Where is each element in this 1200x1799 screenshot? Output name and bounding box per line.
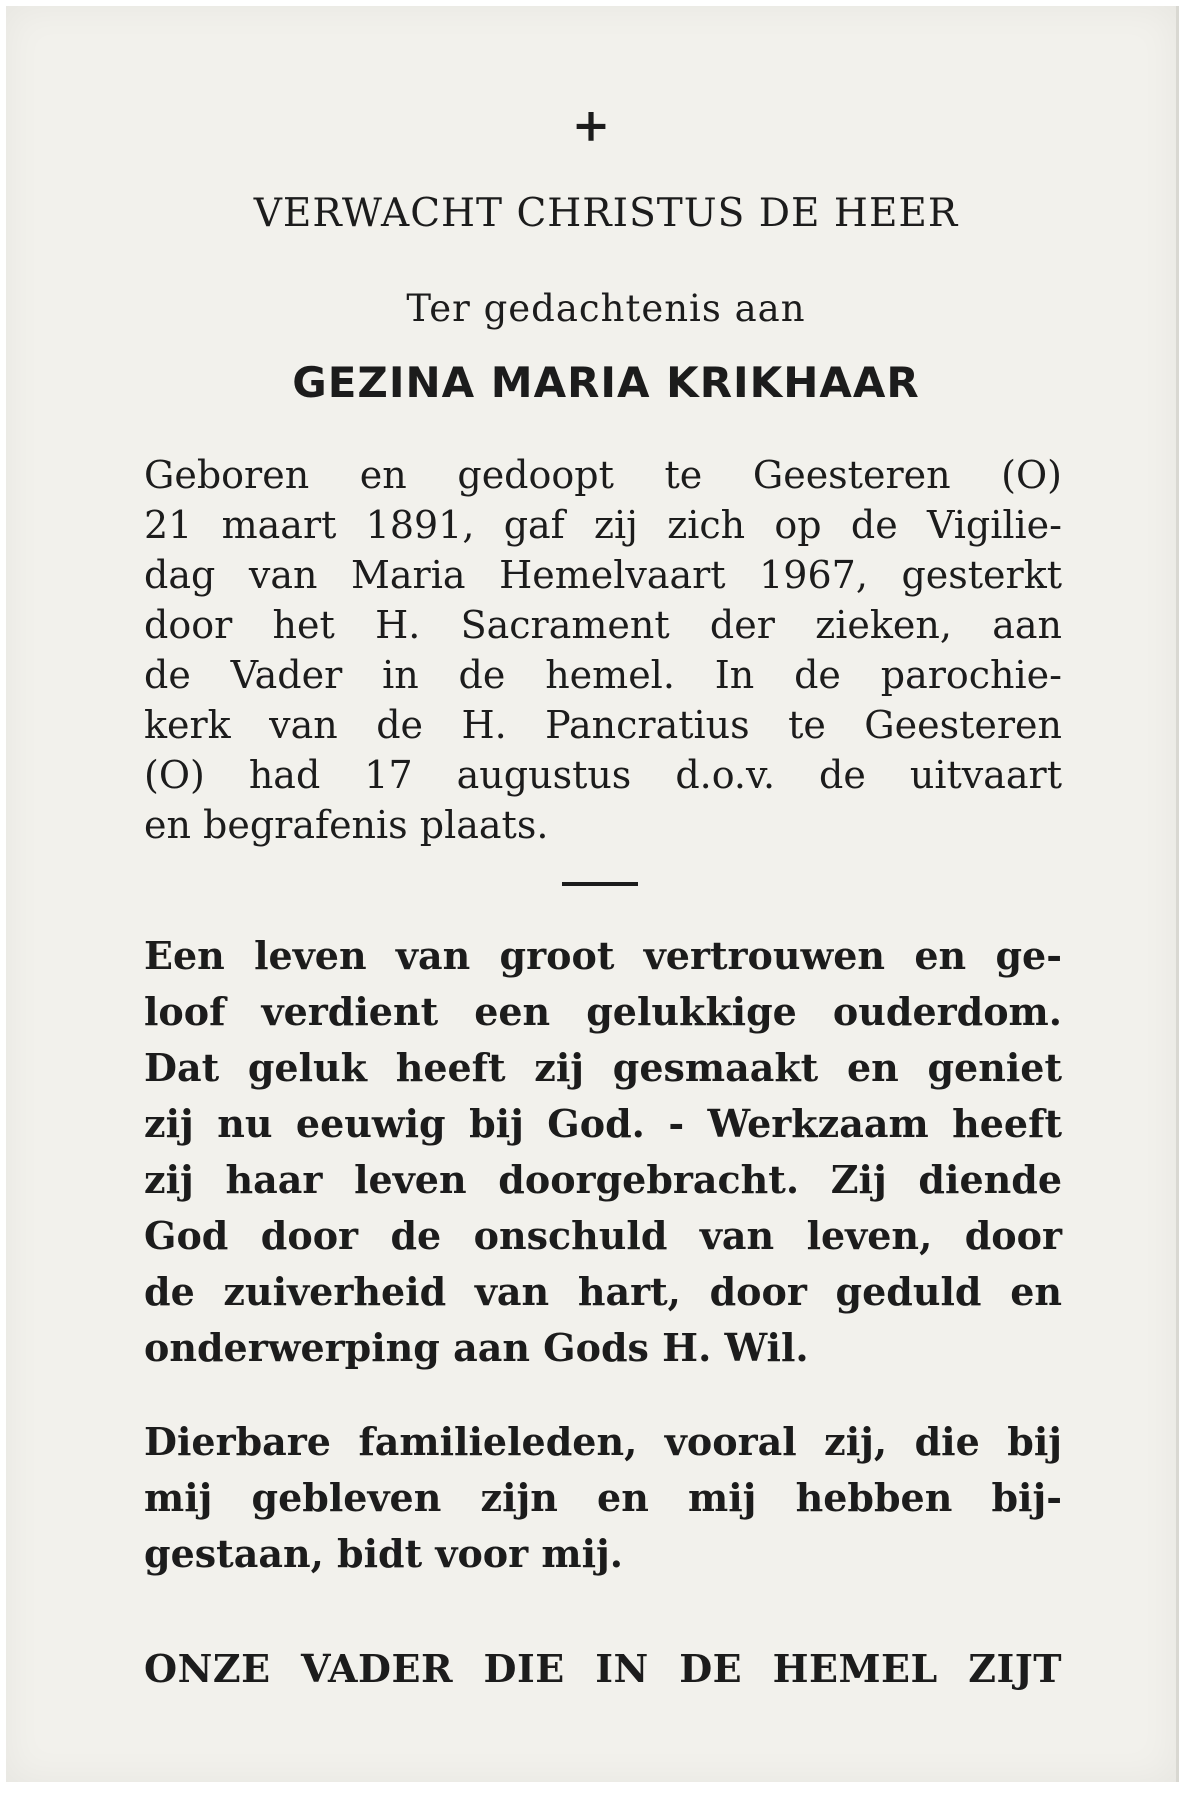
text-line: dag van Maria Hemelvaart 1967, gesterkt: [144, 553, 1062, 597]
text-line: Een leven van groot vertrouwen en ge-: [144, 933, 1062, 978]
text-line: en begrafenis plaats.: [144, 803, 549, 847]
closing-prayer: ONZE VADER DIE IN DE HEMEL ZIJT: [144, 1646, 1062, 1691]
life-paragraph: [144, 928, 1062, 1376]
deceased-name: GEZINA MARIA KRIKHAAR: [292, 358, 920, 407]
text-line: de Vader in de hemel. In de parochie-: [144, 653, 1062, 697]
text-line: Dierbare familieleden, vooral zij, die bij: [144, 1419, 1062, 1464]
motto-heading: VERWACHT CHRISTUS DE HEER: [253, 191, 959, 236]
text-line: (O) had 17 augustus d.o.v. de uitvaart: [144, 753, 1062, 797]
cross-icon: +: [571, 98, 611, 152]
text-line: onderwerping aan Gods H. Wil.: [144, 1325, 809, 1370]
text-line: zij haar leven doorgebracht. Zij diende: [144, 1157, 1062, 1202]
text-line: de zuiverheid van hart, door geduld en: [144, 1269, 1062, 1314]
text-line: 21 maart 1891, gaf zij zich op de Vigilie-: [144, 503, 1062, 547]
divider: [562, 882, 638, 886]
text-line: Dat geluk heeft zij gesmaakt en geniet: [144, 1045, 1062, 1090]
family-paragraph: [144, 1414, 1062, 1582]
text-line: kerk van de H. Pancratius te Geesteren: [144, 703, 1062, 747]
text-line: God door de onschuld van leven, door: [144, 1213, 1062, 1258]
text-line: gestaan, bidt voor mij.: [144, 1531, 624, 1576]
birth-paragraph: [144, 450, 1062, 850]
text-line: loof verdient een gelukkige ouderdom.: [144, 989, 1062, 1034]
memorial-card: [6, 6, 1179, 1782]
text-line: mij gebleven zijn en mij hebben bij-: [144, 1475, 1062, 1520]
text-line: door het H. Sacrament der zieken, aan: [144, 603, 1062, 647]
text-line: zij nu eeuwig bij God. - Werkzaam heeft: [144, 1101, 1062, 1146]
intro-line: Ter gedachtenis aan: [406, 287, 806, 330]
text-line: Geboren en gedoopt te Geesteren (O): [144, 453, 1062, 497]
